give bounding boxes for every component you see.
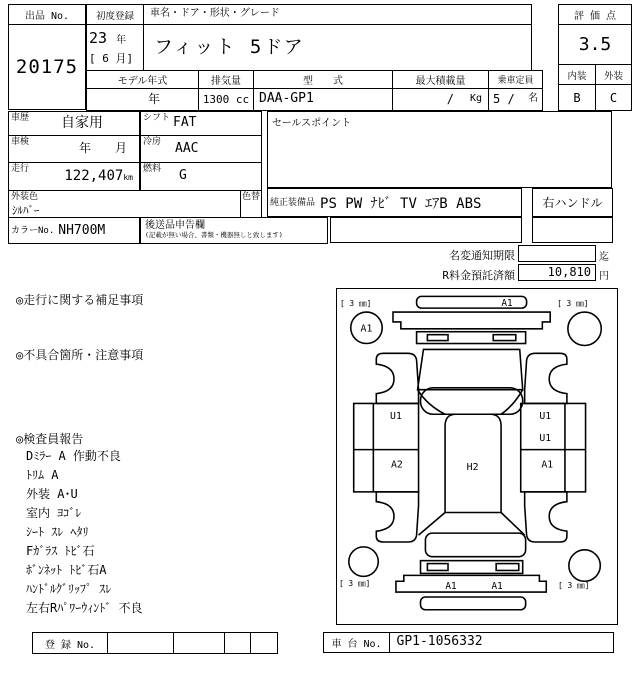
recycle-fee-label: R料金預託済額 [442,269,515,282]
inspector-report-list [26,447,142,618]
mark-right-lower: A1 [541,459,554,471]
color-no-cell: カラーNo. NH700M [8,217,140,244]
mark-right-upper-b: U1 [539,432,552,444]
car-name-header: 車名・ドア・形状・グレード [143,4,532,25]
tread-front-right: [ 3 ㎜] [557,299,589,309]
name-change-box [518,245,596,262]
color-change-cell: 色替 [240,190,262,218]
mark-front-strip: A1 [501,298,513,310]
name-change-label: 名変通知期限 [449,249,515,262]
report-line: ｼｰﾄ ｽﾚ ﾍﾀﾘ [26,525,89,539]
registration-no-cell-4 [250,632,278,654]
score-value: 3.5 [558,24,632,65]
report-line: 左右Rﾊﾟﾜｰｳｨﾝﾄﾞ 不良 [26,601,143,615]
exterior-header: 外装 [595,64,632,85]
displacement-header: 排気量 [198,70,254,89]
rear-right-fender [525,492,567,542]
capacity-header: 乗車定員 [488,70,543,89]
report-line: 室内 ﾖｺﾞﾚ [26,506,82,520]
lot-no-value: 20175 [8,24,86,110]
shift-value: FAT [173,115,197,130]
report-line: Fｶﾞﾗｽ ﾄﾋﾞ石 [26,544,95,558]
report-line: ﾎﾞﾝﾈｯﾄ ﾄﾋﾞ石A [26,563,107,577]
registration-no-cell-1 [107,632,175,654]
score-header: 評 価 点 [558,4,632,25]
mark-front-left-tire: A1 [360,323,373,335]
lot-no-label: 出品 No. [24,11,70,22]
a-pillar-left [418,390,446,415]
rear-right-lamp-icon [496,564,519,571]
car-damage-diagram [336,288,618,625]
model-code-value: DAA-GP1 [253,88,393,111]
rear-bumper [396,575,546,592]
fuel-value: G [179,168,187,183]
first-registration-value: 23 年 [ 6 月] [86,24,144,71]
registration-no-label: 登 録 No. [32,632,108,654]
tread-front-left: [ 3 ㎜] [339,299,372,309]
chassis-no-label: 車 台 No. [323,632,390,653]
ac-cell: 冷房 AAC [140,135,262,163]
rear-glass [425,533,525,557]
inspection-value: 年 月 [78,141,127,155]
first-reg-month: [ 6 月] [89,52,134,65]
rear-right-tire-icon [569,550,600,581]
sales-point-box: セールスポイント [267,111,612,188]
inspector-report-title: ◎検査員報告 [16,432,84,446]
mark-left-upper: U1 [390,411,402,423]
right-panel-grid-lines [521,403,586,491]
color-no-value: NH700M [58,223,106,238]
front-right-fender [525,353,567,403]
empty-cell-2 [532,217,613,243]
c-pillar-lines [419,513,525,536]
chassis-no-value: GP1-1056332 [389,632,614,653]
recycle-fee-suffix: 円 [599,271,609,282]
shift-cell: シフト FAT [140,111,262,136]
front-light-panel [417,332,526,344]
ac-value: AAC [175,141,199,156]
exterior-grade: C [595,84,632,111]
registration-no-cell-3 [224,632,252,654]
report-line: Dﾐﾗｰ A 作動不良 [26,449,121,463]
handle-cell: 右ハンドル [532,188,613,217]
equipment-value: PS PW ﾅﾋﾞ TV ｴｱB ABS [320,195,482,212]
max-load-value: / Kg [392,88,489,111]
interior-header: 内装 [558,64,596,85]
front-left-fender [376,353,418,403]
rear-left-fender [376,492,418,542]
rear-light-panel [421,561,523,574]
model-code-header: 型 式 [253,70,393,89]
displacement-value: 1300 cc [198,88,254,111]
mark-right-upper-a: U1 [539,411,552,423]
mileage-note-title: ◎走行に関する補足事項 [16,293,144,307]
report-line: 外装 A･U [26,487,78,501]
lot-no-header [8,4,86,25]
max-load-header: 最大積載量 [392,70,489,89]
left-panel-grid [354,403,419,491]
right-panel-grid [521,403,586,491]
defect-note-title: ◎不具合箇所・注意事項 [16,348,144,362]
later-items-cell: 後送品申告欄 (記載が無い場合、書類・機器無しと致します) [140,217,328,244]
inspection-cell: 車検 年 月 [8,135,140,163]
equipment-cell: 純正装備品 PS PW ﾅﾋﾞ TV ｴｱB ABS [267,188,522,217]
mark-roof: H2 [466,462,479,474]
mileage-cell: 走行 122,407km [8,162,140,191]
rear-bottom-strip [421,597,526,610]
front-bumper [393,312,550,329]
mark-rear-bumper-a: A1 [445,581,457,593]
mark-rear-bumper-b: A1 [491,581,503,593]
left-panel-grid-lines [354,403,419,491]
hood-panel [418,349,523,389]
model-year-header: モデル年式 [86,70,199,89]
capacity-value: 5 / 名 [488,88,543,111]
tread-rear-left: [ 3 ㎜] [338,579,371,589]
recycle-fee-box: 10,810 [518,264,596,281]
rear-left-lamp-icon [427,564,448,571]
fuel-cell: 燃料 G [140,162,262,191]
front-right-tire-icon [568,312,601,345]
registration-no-cell-2 [173,632,225,654]
interior-grade: B [558,84,596,111]
model-year-value: 年 [86,88,199,111]
front-left-lamp-icon [427,335,448,341]
mark-left-lower: A2 [391,459,403,471]
exterior-color-cell: 外装色 ｼﾙﾊﾞｰ [8,190,242,218]
exterior-color-value: ｼﾙﾊﾞｰ [12,204,40,217]
report-line: ﾄﾘﾑ A [26,468,59,482]
car-name-value: フィット 5ドア [143,24,532,71]
history-value: 自家用 [61,115,103,131]
mileage-value: 122,407 [64,168,124,184]
rear-left-tire-icon [349,547,378,576]
empty-cell-1 [330,217,522,243]
report-line: ﾊﾝﾄﾞﾙｸﾞﾘｯﾌﾟ ｽﾚ [26,582,112,596]
name-change-suffix: 迄 [599,252,609,263]
tread-rear-right: [ 3 ㎜] [558,581,590,591]
front-right-lamp-icon [493,335,516,341]
history-cell: 車歴 自家用 [8,111,140,136]
first-reg-year: 23 [89,29,108,47]
first-registration-header: 初度登録 [86,4,144,25]
later-items-note: (記載が無い場合、書類・機器無しと致します) [145,231,283,239]
